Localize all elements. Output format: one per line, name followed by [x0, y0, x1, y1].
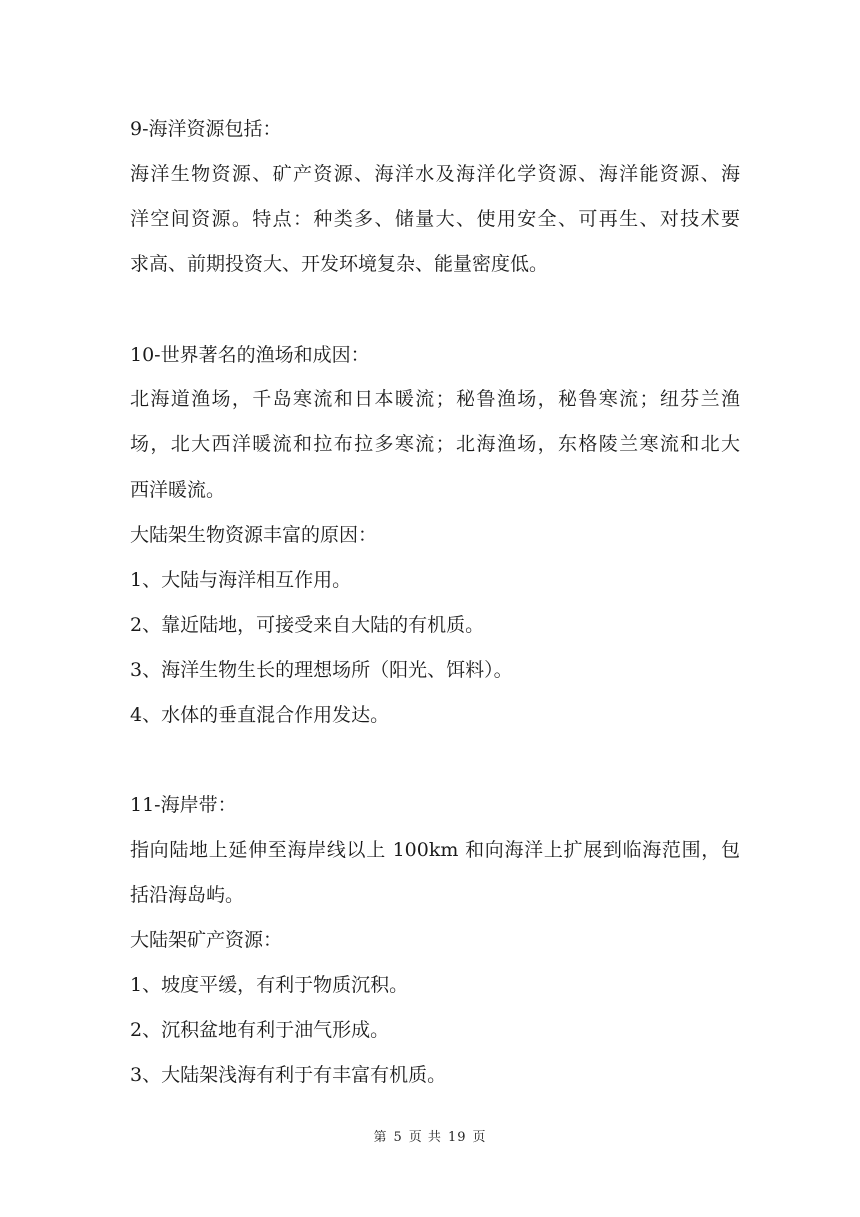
section-11-item-2: 2、沉积盆地有利于油气形成。 [130, 1019, 390, 1041]
section-10-line-3: 西洋暖流。 [130, 479, 226, 501]
section-11-item-1: 1、坡度平缓，有利于物质沉积。 [130, 974, 409, 996]
section-9-heading: 9-海洋资源包括： [130, 118, 282, 140]
section-10-subheading: 大陆架生物资源丰富的原因： [130, 524, 378, 546]
section-11-line-2: 括沿海岛屿。 [130, 884, 245, 906]
section-11-subheading: 大陆架矿产资源： [130, 929, 283, 951]
section-10-line-2: 场，北大西洋暖流和拉布拉多寒流；北海渔场，东格陵兰寒流和北大 [130, 433, 740, 455]
section-11-item-3: 3、大陆架浅海有利于有丰富有机质。 [130, 1064, 447, 1086]
section-9-line-2: 洋空间资源。特点：种类多、储量大、使用安全、可再生、对技术要 [130, 208, 740, 230]
page-footer [0, 1126, 860, 1145]
section-10-item-3: 3、海洋生物生长的理想场所（阳光、饵料）。 [130, 659, 513, 681]
footer-mid: 页 共 [408, 1130, 442, 1145]
section-11-heading: 11-海岸带： [130, 794, 237, 816]
footer-suffix: 页 [472, 1130, 487, 1145]
section-10-item-1: 1、大陆与海洋相互作用。 [130, 569, 352, 591]
total-pages-number: 19 [447, 1130, 467, 1145]
current-page-number: 5 [393, 1130, 403, 1145]
section-9-line-1: 海洋生物资源、矿产资源、海洋水及海洋化学资源、海洋能资源、海 [130, 163, 740, 185]
section-9-line-3: 求高、前期投资大、开发环境复杂、能量密度低。 [130, 253, 549, 275]
footer-prefix: 第 [373, 1130, 388, 1145]
section-10-item-2: 2、靠近陆地，可接受来自大陆的有机质。 [130, 614, 485, 636]
section-10-item-4: 4、水体的垂直混合作用发达。 [130, 704, 390, 726]
section-10-heading: 10-世界著名的渔场和成因： [130, 344, 370, 366]
section-11-line-1: 指向陆地上延伸至海岸线以上 100km 和向海洋上扩展到临海范围，包 [130, 839, 740, 861]
section-10-line-1: 北海道渔场，千岛寒流和日本暖流；秘鲁渔场，秘鲁寒流；纽芬兰渔 [130, 388, 740, 410]
